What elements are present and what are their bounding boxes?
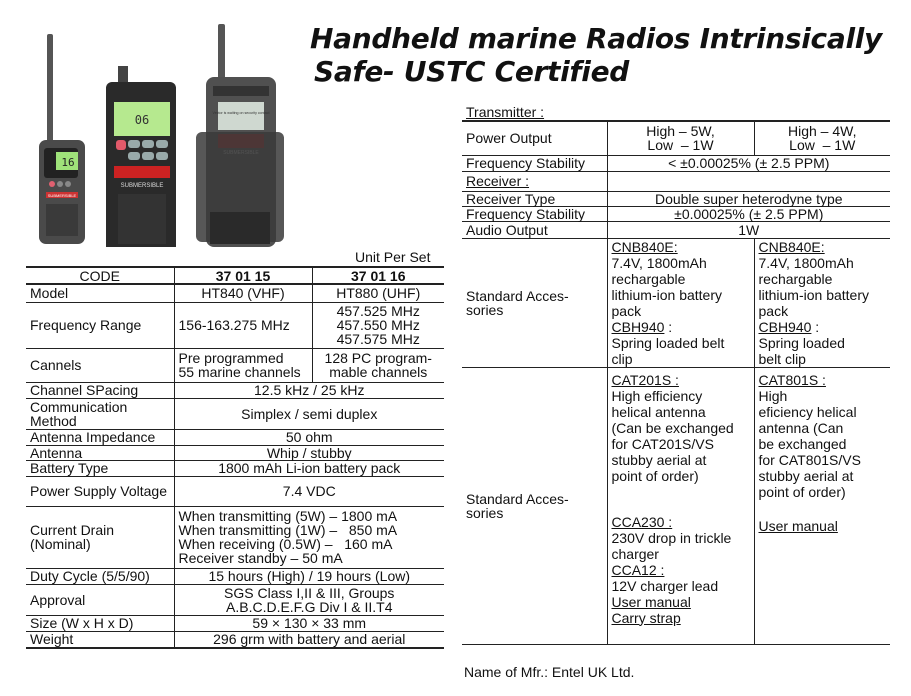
audio-output-label: Audio Output xyxy=(462,221,607,238)
communication-method-label: Communication Method xyxy=(26,398,174,429)
tx-frequency-stability-value: < ±0.00025% (± 2.5 PPM) xyxy=(607,155,890,171)
power-output-value-2: High – 4W, Low – 1W xyxy=(754,121,890,155)
accessories-1-value-1: CNB840E: 7.4V, 1800mAh rechargable lithium-ion battery pack CBH940 : Spring loaded belt clip xyxy=(607,238,754,367)
power-output-value-1: High – 5W, Low – 1W xyxy=(607,121,754,155)
channel-spacing-value: 12.5 kHz / 25 kHz xyxy=(174,382,444,398)
battery-type-value: 1800 mAh Li-ion battery pack xyxy=(174,460,444,476)
duty-cycle-label: Duty Cycle (5/5/90) xyxy=(26,568,174,584)
small-radio-display: 16 xyxy=(61,156,75,169)
size-label: Size (W x H x D) xyxy=(26,615,174,631)
code-37-01-16: 37 01 16 xyxy=(312,267,444,284)
manufacturer-name: Name of Mfr.: Entel UK Ltd. xyxy=(464,664,635,680)
approval-label: Approval xyxy=(26,584,174,615)
receiver-type-value: Double super heterodyne type xyxy=(607,191,890,206)
channels-label: Cannels xyxy=(26,348,174,382)
title-line-1: Handheld marine Radios Intrinsically xyxy=(310,22,882,55)
small-radio xyxy=(39,34,85,244)
weight-label: Weight xyxy=(26,631,174,648)
transmitter-heading: Transmitter : xyxy=(462,103,890,121)
model-value-1: HT840 (VHF) xyxy=(174,284,312,302)
frequency-range-label: Frequency Range xyxy=(26,302,174,348)
receiver-type-label: Receiver Type xyxy=(462,191,607,206)
power-output-label: Power Output xyxy=(462,121,607,155)
rx-frequency-stability-value: ±0.00025% (± 2.5 PPM) xyxy=(607,206,890,221)
weight-value: 296 grm with battery and aerial xyxy=(174,631,444,648)
code-header: CODE xyxy=(26,267,174,284)
antenna-value: Whip / stubby xyxy=(174,445,444,460)
current-drain-value: When transmitting (5W) – 1800 mA When transmitting (1W) – 850 mA When receiving (0.5W) – 160 mA Receiver standby – 50 mA xyxy=(174,506,444,568)
small-radio-label: SUBMERSIBLE xyxy=(47,193,77,198)
antenna-impedance-label: Antenna Impedance xyxy=(26,429,174,445)
channels-value-2: 128 PC program- mable channels xyxy=(312,348,444,382)
model-label: Model xyxy=(26,284,174,302)
standard-accessories-label-1: Standard Acces- sories xyxy=(462,238,607,367)
receiver-heading: Receiver : xyxy=(462,171,607,191)
power-supply-voltage-label: Power Supply Voltage xyxy=(26,476,174,506)
size-value: 59 × 130 × 33 mm xyxy=(174,615,444,631)
large-radio-screen: Vector is waiting on security contact xyxy=(212,111,270,115)
radio-product-photo xyxy=(30,22,290,247)
frequency-range-value-1: 156-163.275 MHz xyxy=(174,302,312,348)
accessories-2-value-1: CAT201S : High efficiency helical antenna (Can be exchanged for CAT201S/VS stubby aerial at point of order) CCA230 : 230V drop in trickle charger CCA12 : 12V charger lead User manual Carry strap xyxy=(607,367,754,644)
duty-cycle-value: 15 hours (High) / 19 hours (Low) xyxy=(174,568,444,584)
power-supply-voltage-value: 7.4 VDC xyxy=(174,476,444,506)
frequency-range-value-2: 457.525 MHz 457.550 MHz 457.575 MHz xyxy=(312,302,444,348)
audio-output-value: 1W xyxy=(607,221,890,238)
accessories-2-value-2: CAT801S : High eficiency helical antenna (Can be exchanged for CAT801S/VS stubby aerial at point of order) User manual xyxy=(754,367,890,644)
model-value-2: HT880 (UHF) xyxy=(312,284,444,302)
antenna-label: Antenna xyxy=(26,445,174,460)
channel-spacing-label: Channel SPacing xyxy=(26,382,174,398)
large-radio xyxy=(196,24,284,247)
tx-frequency-stability-label: Frequency Stability xyxy=(462,155,607,171)
accessories-1-value-2: CNB840E: 7.4V, 1800mAh rechargable lithium-ion battery pack CBH940 : Spring loaded belt clip xyxy=(754,238,890,367)
antenna-impedance-value: 50 ohm xyxy=(174,429,444,445)
battery-type-label: Battery Type xyxy=(26,460,174,476)
rx-frequency-stability-label: Frequency Stability xyxy=(462,206,607,221)
communication-method-value: Simplex / semi duplex xyxy=(174,398,444,429)
code-37-01-15: 37 01 15 xyxy=(174,267,312,284)
spec-table-right xyxy=(462,103,890,645)
middle-radio-display: 06 xyxy=(134,113,150,127)
middle-radio-label: SUBMERSIBLE xyxy=(120,183,164,189)
title-line-2: Safe- USTC Certified xyxy=(314,55,630,88)
approval-value: SGS Class I,II & III, Groups A.B.C.D.E.F.G Div I & II.T4 xyxy=(174,584,444,615)
spec-table-left xyxy=(26,266,444,649)
standard-accessories-label-2: Standard Acces- sories xyxy=(462,367,607,644)
unit-per-set: Unit Per Set xyxy=(355,249,431,265)
current-drain-label: Current Drain (Nominal) xyxy=(26,506,174,568)
middle-radio xyxy=(106,66,176,247)
channels-value-1: Pre programmed 55 marine channels xyxy=(174,348,312,382)
page-title xyxy=(310,22,882,88)
